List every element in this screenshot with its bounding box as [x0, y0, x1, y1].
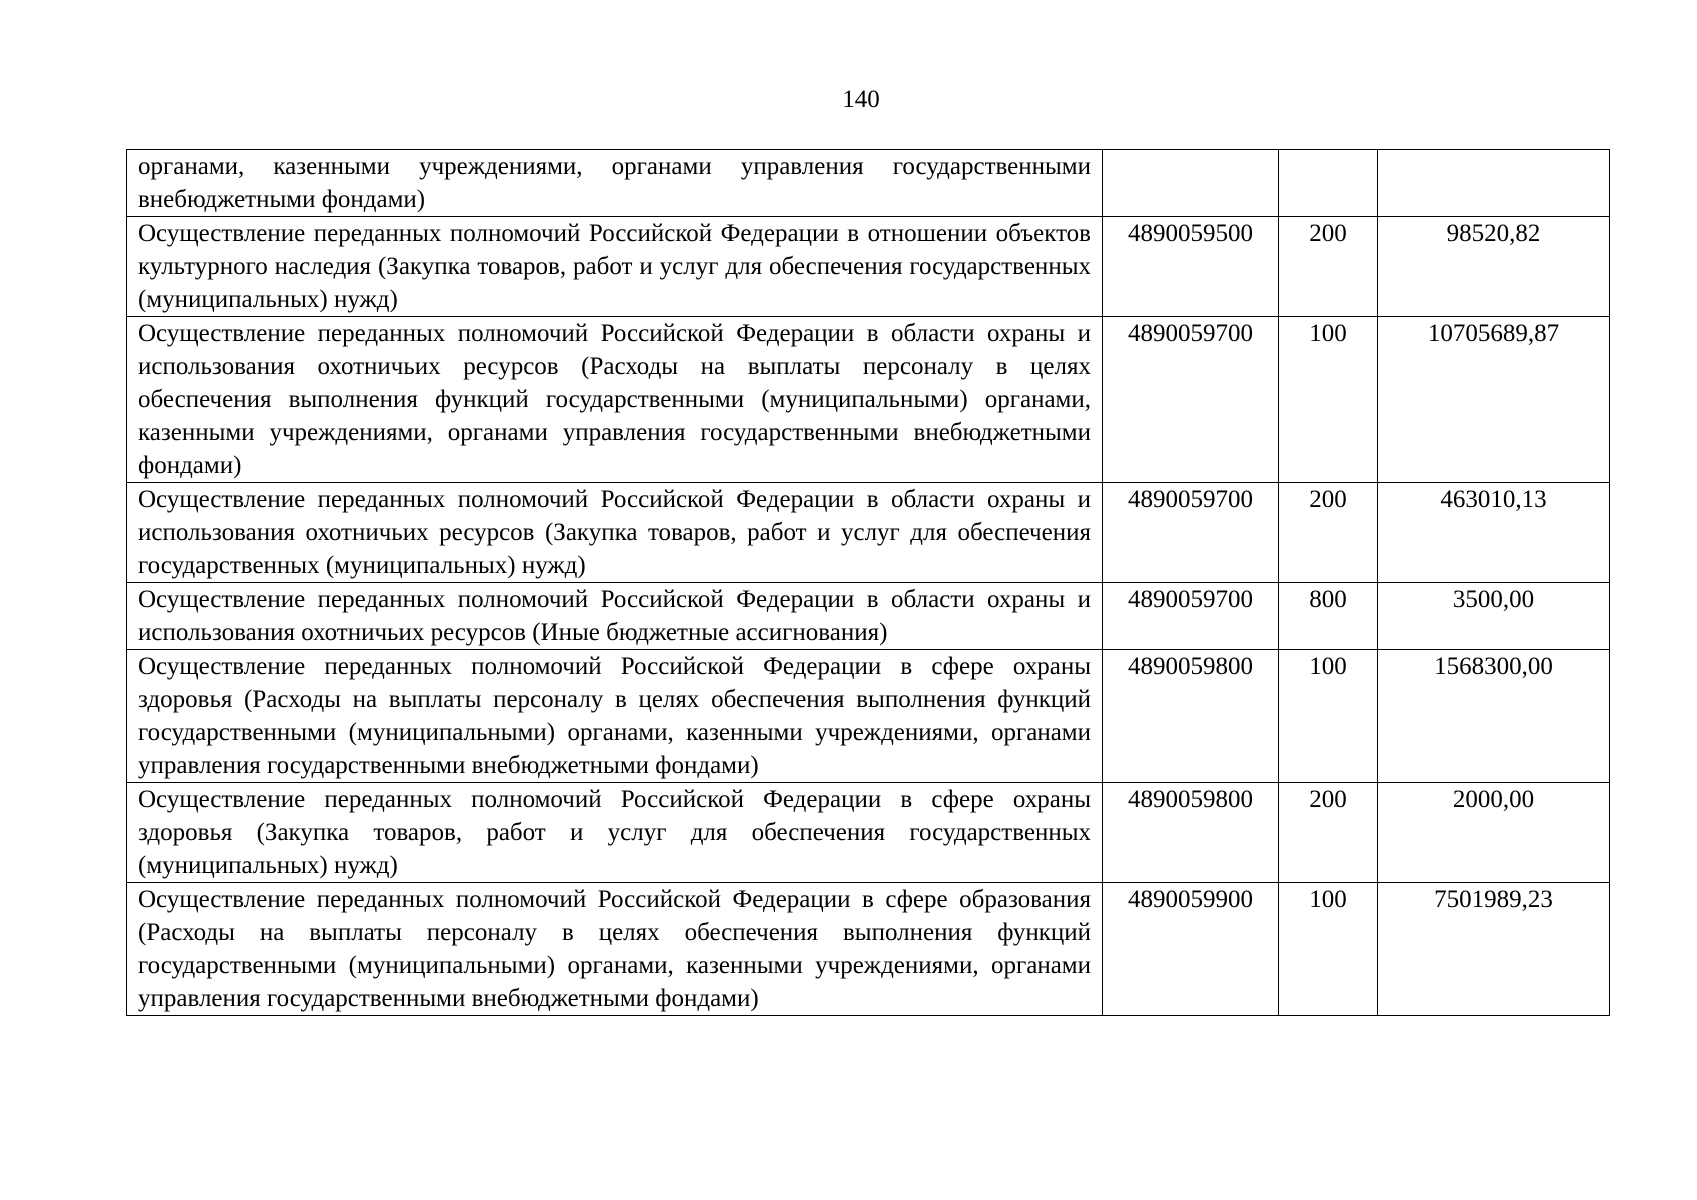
row-amount-cell [1378, 150, 1610, 217]
row-code-cell: 4890059700 [1103, 317, 1279, 483]
row-amount-cell: 463010,13 [1378, 483, 1610, 583]
row-type-cell: 100 [1279, 650, 1378, 783]
row-code-cell: 4890059900 [1103, 883, 1279, 1016]
row-code-cell: 4890059800 [1103, 783, 1279, 883]
row-code-cell: 4890059800 [1103, 650, 1279, 783]
row-amount-cell: 98520,82 [1378, 217, 1610, 317]
row-type-cell: 100 [1279, 883, 1378, 1016]
row-name-cell: Осуществление переданных полномочий Российской Федерации в области охраны и использования охотничьих ресурсов (Иные бюджетные ассигнования) [127, 583, 1103, 650]
row-name-cell: Осуществление переданных полномочий Российской Федерации в сфере образования (Расходы на выплаты персоналу в целях обеспечения выполнения функций государственными (муниципальными) органами, казенными учреждениями, органами управления государственными внебюджетными фондами) [127, 883, 1103, 1016]
row-type-cell: 200 [1279, 483, 1378, 583]
row-amount-cell: 3500,00 [1378, 583, 1610, 650]
row-code-cell: 4890059500 [1103, 217, 1279, 317]
budget-table [126, 149, 1610, 1016]
row-type-cell: 800 [1279, 583, 1378, 650]
table-row [127, 783, 1610, 883]
row-name-cell: Осуществление переданных полномочий Российской Федерации в сфере охраны здоровья (Расходы на выплаты персоналу в целях обеспечения выполнения функций государственными (муниципальными) органами, казенными учреждениями, органами управления государственными внебюджетными фондами) [127, 650, 1103, 783]
row-type-cell: 100 [1279, 317, 1378, 483]
row-amount-cell: 2000,00 [1378, 783, 1610, 883]
page-number: 140 [842, 86, 880, 113]
row-type-cell [1279, 150, 1378, 217]
row-name-cell: органами, казенными учреждениями, органами управления государственными внебюджетными фондами) [127, 150, 1103, 217]
table-row [127, 583, 1610, 650]
table-row [127, 483, 1610, 583]
row-code-cell: 4890059700 [1103, 583, 1279, 650]
row-name-cell: Осуществление переданных полномочий Российской Федерации в области охраны и использования охотничьих ресурсов (Расходы на выплаты персоналу в целях обеспечения выполнения функций государственными (муниципальными) органами, казенными учреждениями, органами управления государственными внебюджетными фондами) [127, 317, 1103, 483]
table-row [127, 650, 1610, 783]
table-row [127, 317, 1610, 483]
row-name-cell: Осуществление переданных полномочий Российской Федерации в сфере охраны здоровья (Закупка товаров, работ и услуг для обеспечения государственных (муниципальных) нужд) [127, 783, 1103, 883]
row-code-cell: 4890059700 [1103, 483, 1279, 583]
row-name-cell: Осуществление переданных полномочий Российской Федерации в отношении объектов культурного наследия (Закупка товаров, работ и услуг для обеспечения государственных (муниципальных) нужд) [127, 217, 1103, 317]
row-type-cell: 200 [1279, 217, 1378, 317]
row-code-cell [1103, 150, 1279, 217]
table-row [127, 883, 1610, 1016]
table-row [127, 217, 1610, 317]
row-type-cell: 200 [1279, 783, 1378, 883]
table-row [127, 150, 1610, 217]
row-amount-cell: 10705689,87 [1378, 317, 1610, 483]
row-amount-cell: 1568300,00 [1378, 650, 1610, 783]
row-amount-cell: 7501989,23 [1378, 883, 1610, 1016]
row-name-cell: Осуществление переданных полномочий Российской Федерации в области охраны и использования охотничьих ресурсов (Закупка товаров, работ и услуг для обеспечения государственных (муниципальных) нужд) [127, 483, 1103, 583]
